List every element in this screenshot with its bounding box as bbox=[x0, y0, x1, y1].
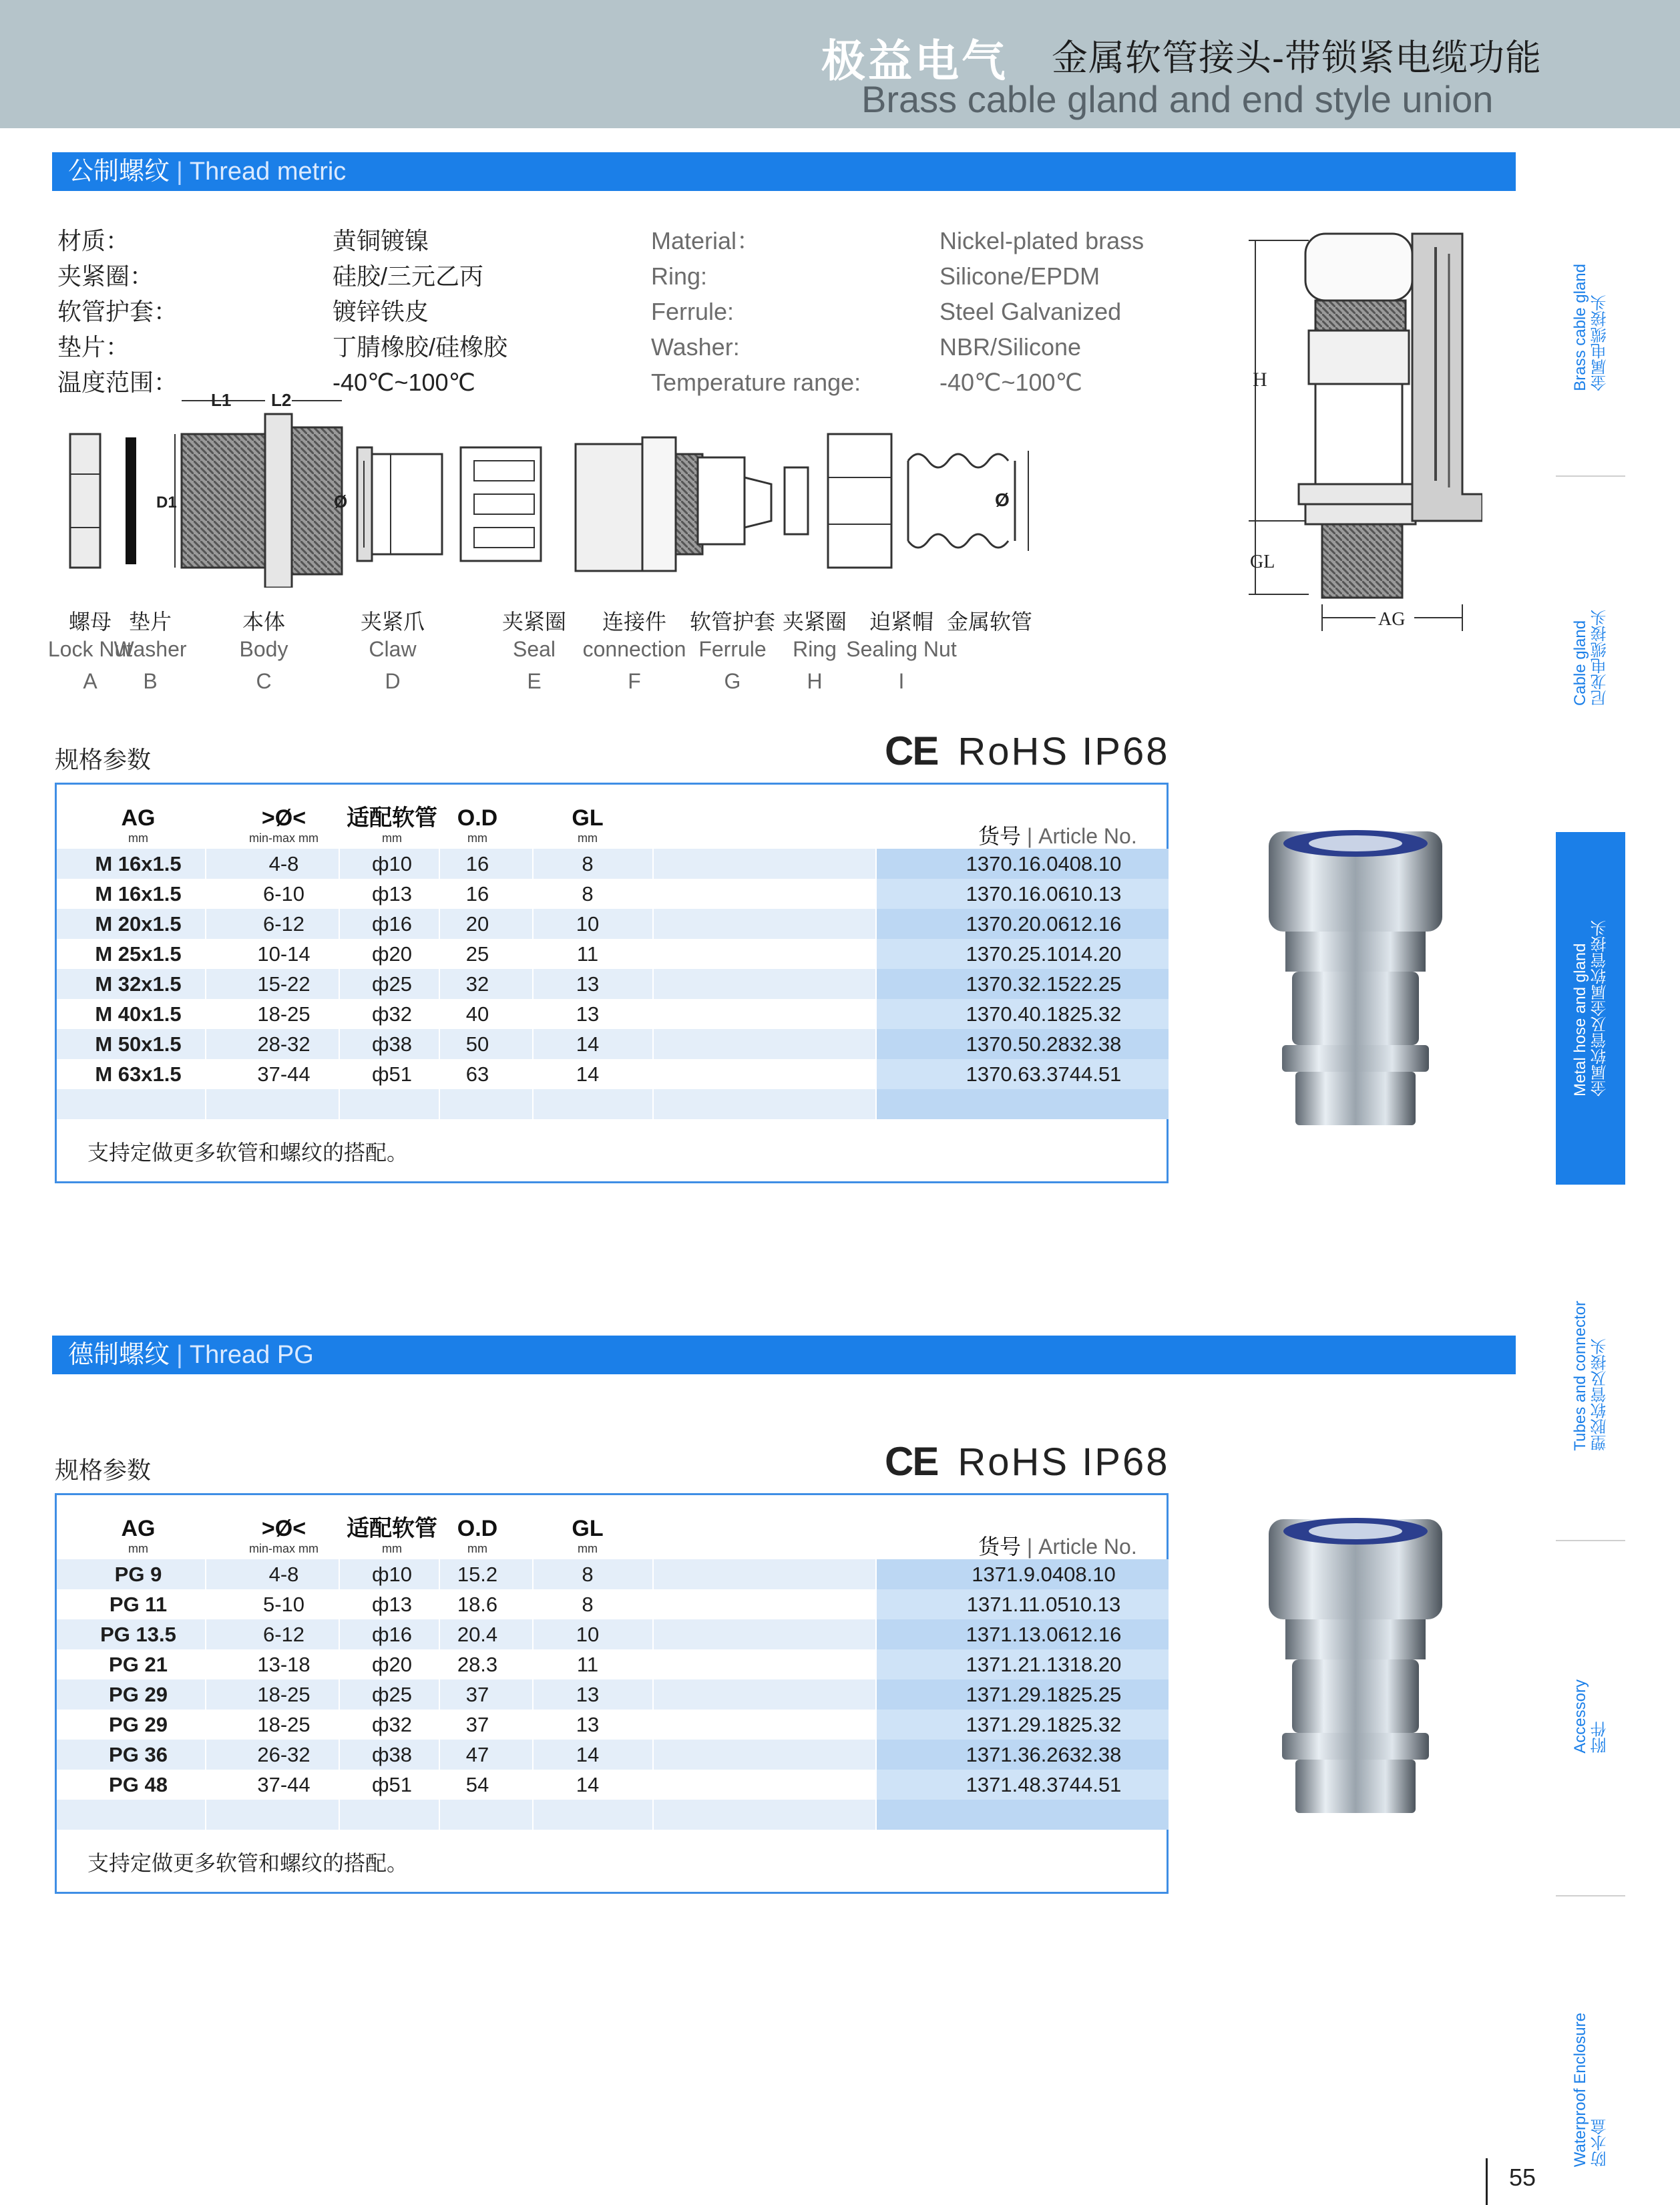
cell-hose: ф25 bbox=[372, 1683, 412, 1706]
cell-od: 50 bbox=[465, 1032, 489, 1056]
cell-hose: ф16 bbox=[372, 1623, 412, 1646]
cert-row bbox=[885, 728, 1170, 774]
column-header-label: >Ø< bbox=[261, 805, 306, 831]
nav-divider bbox=[1556, 475, 1625, 477]
part-label-letter: C bbox=[256, 669, 272, 693]
cell-od: 63 bbox=[465, 1062, 489, 1086]
table-row bbox=[57, 1679, 1167, 1710]
cell-gl: 10 bbox=[576, 912, 600, 936]
cell-ag: PG 11 bbox=[109, 1593, 168, 1616]
part-label-cn: 垫片 bbox=[128, 610, 172, 634]
dimension-section-drawing bbox=[1242, 227, 1482, 641]
spec-table-pg bbox=[55, 1493, 1169, 1894]
part-lock-nut-drawing bbox=[70, 434, 100, 568]
material-value-en: Nickel-plated brass bbox=[939, 227, 1144, 254]
cell-hose: ф13 bbox=[372, 1593, 412, 1616]
cell-range: 6-10 bbox=[262, 882, 305, 906]
cell-range: 28-32 bbox=[257, 1032, 310, 1056]
cell-od: 47 bbox=[465, 1743, 489, 1766]
cell-ag: PG 13.5 bbox=[100, 1623, 176, 1646]
part-label-cn: 本体 bbox=[242, 610, 285, 634]
cell-od: 16 bbox=[465, 882, 489, 906]
cell-article: 1371.11.0510.13 bbox=[966, 1593, 1121, 1616]
header-title-cn: 金属软管接头-带锁紧电缆功能 bbox=[1052, 38, 1542, 78]
cert-row bbox=[885, 1438, 1170, 1484]
cell-gl: 14 bbox=[576, 1062, 600, 1086]
table-row bbox=[57, 1740, 1167, 1770]
part-label bbox=[502, 605, 566, 701]
spec-title: 规格参数 bbox=[55, 746, 152, 773]
column-divider bbox=[652, 1559, 654, 1830]
material-value: 丁腈橡胶/硅橡胶 bbox=[333, 333, 508, 361]
table-header bbox=[57, 785, 1167, 849]
column-header-unit: min-max mm bbox=[249, 831, 319, 845]
diagram-label-dia-claw: Ø bbox=[334, 491, 348, 512]
column-divider bbox=[875, 849, 877, 1119]
part-label-letter: B bbox=[143, 669, 158, 693]
cell-od: 37 bbox=[465, 1683, 489, 1706]
side-nav-item-accessory[interactable] bbox=[1556, 1549, 1625, 1883]
article-header-en: Article No. bbox=[1038, 1535, 1137, 1559]
column-divider bbox=[205, 1559, 206, 1830]
page-number: 55 bbox=[1509, 2164, 1536, 2191]
part-label-en: connection bbox=[582, 637, 686, 661]
column-header-label: AG bbox=[121, 805, 156, 831]
cell-range: 4-8 bbox=[268, 852, 299, 875]
side-nav-label: Tubes and connector 塑胶软管及接头 bbox=[1571, 1300, 1609, 1451]
table-row bbox=[57, 1649, 1167, 1679]
side-nav-item-waterproof-enclosure[interactable] bbox=[1556, 1903, 1625, 2205]
side-nav-item-brass-cable-gland[interactable] bbox=[1556, 174, 1625, 481]
cell-hose: ф10 bbox=[372, 852, 412, 875]
cell-ag: PG 36 bbox=[109, 1743, 168, 1766]
column-header-ag bbox=[122, 1515, 156, 1555]
exploded-parts-drawing bbox=[27, 387, 1055, 588]
side-nav-item-metal-hose-and-gland[interactable] bbox=[1556, 832, 1625, 1185]
cell-gl: 8 bbox=[582, 1563, 594, 1586]
material-label-en: Washer: bbox=[651, 333, 740, 361]
part-label bbox=[583, 605, 686, 701]
table-row bbox=[57, 999, 1167, 1029]
material-label: 垫片： bbox=[57, 333, 130, 361]
spec-title: 规格参数 bbox=[55, 1456, 152, 1484]
column-divider bbox=[339, 849, 340, 1119]
cell-article: 1371.36.2632.38 bbox=[966, 1743, 1122, 1766]
cell-gl: 14 bbox=[576, 1773, 600, 1796]
column-header-label: 适配软管 bbox=[347, 805, 437, 831]
cell-article: 1370.20.0612.16 bbox=[966, 912, 1122, 936]
cell-hose: ф13 bbox=[372, 882, 412, 906]
material-label: 材质： bbox=[57, 227, 130, 254]
cell-od: 18.6 bbox=[457, 1593, 498, 1616]
column-header-ag bbox=[122, 805, 156, 845]
cell-ag: PG 21 bbox=[109, 1653, 168, 1676]
materials-cn-values bbox=[333, 223, 507, 400]
cell-hose: ф38 bbox=[372, 1032, 412, 1056]
part-label-en: Body bbox=[239, 637, 288, 661]
column-header-unit: mm bbox=[578, 831, 598, 845]
cell-hose: ф32 bbox=[372, 1713, 412, 1736]
cell-range: 37-44 bbox=[257, 1062, 310, 1086]
part-label-cn: 螺母 bbox=[68, 610, 112, 634]
cell-range: 15-22 bbox=[257, 972, 310, 996]
column-divider bbox=[532, 849, 534, 1119]
part-label-cn: 夹紧圈 bbox=[782, 610, 847, 634]
column-header-range bbox=[249, 1515, 319, 1555]
cell-article: 1371.29.1825.25 bbox=[966, 1683, 1122, 1706]
cell-hose: ф16 bbox=[372, 912, 412, 936]
cell-ag: M 16x1.5 bbox=[95, 882, 182, 906]
cell-hose: ф20 bbox=[372, 1653, 412, 1676]
column-header-gl bbox=[572, 1515, 603, 1555]
part-label-letter: A bbox=[83, 669, 97, 693]
cell-article: 1371.13.0612.16 bbox=[966, 1623, 1122, 1646]
part-label-en: Claw bbox=[369, 637, 417, 661]
diagram-label-l2: L2 bbox=[271, 390, 292, 410]
cell-ag: M 25x1.5 bbox=[95, 942, 182, 966]
column-divider bbox=[532, 1559, 534, 1830]
cell-article: 1370.63.3744.51 bbox=[966, 1062, 1122, 1086]
part-label bbox=[690, 605, 775, 701]
column-divider bbox=[439, 849, 440, 1119]
cell-gl: 11 bbox=[576, 942, 599, 966]
material-value: 镀锌铁皮 bbox=[333, 298, 429, 325]
part-label-cn: 迫紧帽 bbox=[869, 610, 933, 634]
diagram-label-ag: AG bbox=[1378, 609, 1406, 630]
part-label-en: Lock Nut bbox=[47, 637, 133, 661]
cell-ag: PG 29 bbox=[109, 1713, 168, 1736]
part-washer-drawing bbox=[126, 437, 136, 564]
column-header-article bbox=[978, 819, 1137, 850]
page-number-divider bbox=[1486, 2158, 1488, 2205]
side-nav-item-cable-gland[interactable] bbox=[1556, 508, 1625, 808]
cell-ag: M 63x1.5 bbox=[95, 1062, 182, 1086]
cell-range: 5-10 bbox=[262, 1593, 305, 1616]
material-value-en: Steel Galvanized bbox=[939, 298, 1122, 325]
part-label-en: Ferrule bbox=[698, 637, 767, 661]
brand-name: 极益电气 bbox=[821, 36, 1008, 85]
cell-od: 25 bbox=[465, 942, 489, 966]
side-nav-label: Cable gland 尼龙电缆接头 bbox=[1571, 610, 1609, 706]
cell-article: 1370.16.0408.10 bbox=[966, 852, 1122, 875]
cell-hose: ф32 bbox=[372, 1002, 412, 1026]
section-bar-pg bbox=[52, 1336, 1516, 1374]
part-label bbox=[947, 605, 1032, 637]
ce-mark: CE bbox=[885, 729, 938, 773]
table-header bbox=[57, 1495, 1167, 1559]
product-photo bbox=[1255, 1513, 1456, 1820]
part-label-cn: 软管护套 bbox=[689, 610, 776, 634]
cell-hose: ф51 bbox=[372, 1062, 412, 1086]
part-label-en: Washer bbox=[114, 637, 187, 661]
table-note: 支持定做更多软管和螺纹的搭配。 bbox=[87, 1851, 409, 1875]
section-separator: | bbox=[176, 1341, 183, 1369]
part-ferrule-drawing bbox=[698, 457, 771, 544]
column-header-unit: mm bbox=[578, 1542, 598, 1555]
cell-gl: 10 bbox=[576, 1623, 600, 1646]
article-header-cn: 货号 bbox=[978, 824, 1022, 848]
column-header-unit: mm bbox=[382, 831, 402, 845]
spec-table-metric bbox=[55, 783, 1169, 1183]
cell-od: 16 bbox=[465, 852, 489, 875]
side-nav bbox=[1556, 134, 1625, 2168]
materials-en-labels bbox=[651, 223, 861, 400]
cell-hose: ф25 bbox=[372, 972, 412, 996]
material-value: -40℃~100℃ bbox=[333, 369, 475, 396]
article-header-separator: | bbox=[1026, 824, 1033, 848]
cell-gl: 8 bbox=[582, 852, 594, 875]
part-body-drawing bbox=[156, 390, 342, 588]
nav-divider bbox=[1556, 1895, 1625, 1896]
column-header-hose bbox=[347, 1515, 437, 1555]
section-separator: | bbox=[176, 158, 183, 186]
column-header-od bbox=[457, 1515, 497, 1555]
material-value-en: Silicone/EPDM bbox=[939, 262, 1100, 290]
cell-range: 6-12 bbox=[262, 1623, 305, 1646]
section-title-en: Thread PG bbox=[189, 1341, 314, 1369]
table-row bbox=[57, 1710, 1167, 1740]
column-header-unit: mm bbox=[467, 1542, 487, 1555]
material-label-en: Temperature range: bbox=[651, 369, 861, 396]
cell-ag: PG 9 bbox=[114, 1563, 162, 1586]
cell-gl: 13 bbox=[576, 1713, 600, 1736]
cell-ag: M 32x1.5 bbox=[95, 972, 182, 996]
table-row bbox=[57, 849, 1167, 879]
column-header-label: O.D bbox=[457, 1516, 498, 1541]
cell-ag: M 20x1.5 bbox=[95, 912, 182, 936]
article-header-en: Article No. bbox=[1038, 824, 1137, 848]
cell-article: 1370.25.1014.20 bbox=[966, 942, 1122, 966]
diagram-label-dia-hose: Ø bbox=[995, 489, 1010, 510]
column-header-od bbox=[457, 805, 497, 845]
cell-range: 4-8 bbox=[268, 1563, 299, 1586]
cell-ag: M 50x1.5 bbox=[95, 1032, 182, 1056]
cell-gl: 14 bbox=[576, 1032, 600, 1056]
part-seal-drawing bbox=[461, 447, 541, 561]
material-value: 硅胶/三元乙丙 bbox=[333, 262, 484, 290]
cell-gl: 11 bbox=[576, 1653, 599, 1676]
part-label-letter: E bbox=[527, 669, 542, 693]
cert-text: RoHS IP68 bbox=[958, 1440, 1170, 1484]
column-header-label: O.D bbox=[457, 805, 498, 831]
cell-hose: ф20 bbox=[372, 942, 412, 966]
cell-range: 18-25 bbox=[257, 1713, 310, 1736]
material-label-en: Ferrule: bbox=[651, 298, 734, 325]
part-label bbox=[783, 605, 847, 701]
part-label-cn: 连接件 bbox=[602, 610, 666, 634]
part-connection-drawing bbox=[576, 437, 702, 571]
side-nav-item-tubes-and-connector[interactable] bbox=[1556, 1202, 1625, 1549]
page-header bbox=[0, 0, 1680, 128]
part-label-letter: G bbox=[724, 669, 741, 693]
cell-range: 13-18 bbox=[257, 1653, 310, 1676]
table-row bbox=[57, 969, 1167, 999]
part-label bbox=[846, 605, 956, 701]
cert-text: RoHS IP68 bbox=[958, 730, 1170, 773]
material-value-en: -40℃~100℃ bbox=[939, 369, 1082, 396]
table-row bbox=[57, 1089, 1167, 1119]
column-header-article bbox=[978, 1530, 1137, 1561]
part-label-cn: 夹紧圈 bbox=[501, 610, 567, 634]
ce-mark: CE bbox=[885, 1439, 938, 1484]
diagram-label-l1: L1 bbox=[211, 390, 232, 410]
part-label bbox=[361, 605, 425, 701]
side-nav-label: Brass cable gland 金属电缆接头 bbox=[1571, 263, 1609, 391]
cell-od: 37 bbox=[465, 1713, 489, 1736]
column-header-label: 适配软管 bbox=[347, 1516, 437, 1541]
material-label-en: Ring: bbox=[651, 262, 708, 290]
cell-gl: 8 bbox=[582, 1593, 594, 1616]
column-header-label: AG bbox=[121, 1516, 156, 1541]
column-divider bbox=[339, 1559, 340, 1830]
cell-range: 37-44 bbox=[257, 1773, 310, 1796]
section-title-en: Thread metric bbox=[189, 158, 347, 186]
side-nav-label: Accessory 附件 bbox=[1571, 1679, 1609, 1754]
part-label-en: Seal bbox=[512, 637, 556, 661]
column-divider bbox=[652, 849, 654, 1119]
cell-ag: M 16x1.5 bbox=[95, 852, 182, 875]
column-header-label: >Ø< bbox=[261, 1516, 306, 1541]
side-nav-label: Metal hose and gland 金属软管及金属软管接头 bbox=[1571, 920, 1609, 1096]
section-title-cn: 公制螺纹 bbox=[68, 158, 170, 186]
cell-article: 1370.50.2832.38 bbox=[966, 1032, 1122, 1056]
table-row bbox=[57, 1589, 1167, 1619]
article-cell-bg bbox=[875, 1089, 1169, 1119]
cell-od: 54 bbox=[465, 1773, 489, 1796]
material-value: 黄铜镀镍 bbox=[333, 227, 429, 254]
diagram-label-gl: GL bbox=[1250, 552, 1275, 572]
cell-gl: 13 bbox=[576, 1002, 600, 1026]
material-label: 温度范围： bbox=[57, 369, 178, 396]
cell-od: 20.4 bbox=[457, 1623, 498, 1646]
table-row bbox=[57, 879, 1167, 909]
part-label-cn: 金属软管 bbox=[946, 610, 1033, 634]
column-header-unit: mm bbox=[128, 1542, 148, 1555]
cell-gl: 13 bbox=[576, 1683, 600, 1706]
cell-range: 18-25 bbox=[257, 1002, 310, 1026]
part-label-letter: I bbox=[898, 669, 905, 693]
section-title-cn: 德制螺纹 bbox=[68, 1341, 170, 1369]
cell-ag: PG 29 bbox=[109, 1683, 168, 1706]
material-value-en: NBR/Silicone bbox=[939, 333, 1082, 361]
material-label-en: Material： bbox=[651, 227, 761, 254]
diagram-label-d1: D1 bbox=[156, 493, 177, 512]
cell-range: 18-25 bbox=[257, 1683, 310, 1706]
cell-range: 10-14 bbox=[257, 942, 310, 966]
column-header-label: GL bbox=[572, 805, 604, 831]
table-row bbox=[57, 909, 1167, 939]
cell-gl: 14 bbox=[576, 1743, 600, 1766]
table-row bbox=[57, 1029, 1167, 1059]
cell-article: 1370.16.0610.13 bbox=[966, 882, 1122, 906]
cell-range: 6-12 bbox=[262, 912, 305, 936]
part-claw-drawing bbox=[334, 447, 442, 561]
table-row bbox=[57, 1619, 1167, 1649]
cell-gl: 8 bbox=[582, 882, 594, 906]
section-bar-metric bbox=[52, 152, 1516, 191]
cell-article: 1371.21.1318.20 bbox=[966, 1653, 1122, 1676]
header-title-en: Brass cable gland and end style union bbox=[861, 78, 1494, 120]
column-divider bbox=[205, 849, 206, 1119]
column-divider bbox=[439, 1559, 440, 1830]
column-header-unit: mm bbox=[382, 1542, 402, 1555]
cell-od: 32 bbox=[465, 972, 489, 996]
column-header-range bbox=[249, 805, 319, 845]
cell-hose: ф51 bbox=[372, 1773, 412, 1796]
part-sealing-nut-drawing bbox=[828, 434, 891, 568]
part-label-en: Ring bbox=[793, 637, 837, 661]
cell-article: 1370.32.1522.25 bbox=[966, 972, 1122, 996]
column-header-label: GL bbox=[572, 1516, 604, 1541]
column-header-unit: mm bbox=[467, 831, 487, 845]
part-label bbox=[240, 605, 288, 701]
table-row bbox=[57, 1059, 1167, 1089]
cell-hose: ф10 bbox=[372, 1563, 412, 1586]
table-row bbox=[57, 939, 1167, 969]
cell-od: 40 bbox=[465, 1002, 489, 1026]
part-metal-hose-drawing bbox=[908, 451, 1028, 551]
part-ring-drawing bbox=[785, 467, 808, 534]
cell-article: 1371.9.0408.10 bbox=[972, 1563, 1116, 1586]
article-cell-bg bbox=[875, 1800, 1169, 1830]
table-row bbox=[57, 1770, 1167, 1800]
material-label: 软管护套： bbox=[57, 298, 178, 325]
table-row bbox=[57, 1800, 1167, 1830]
cell-range: 26-32 bbox=[257, 1743, 310, 1766]
cell-od: 20 bbox=[465, 912, 489, 936]
material-label: 夹紧圈： bbox=[57, 262, 154, 290]
nav-divider bbox=[1556, 1540, 1625, 1541]
cell-ag: M 40x1.5 bbox=[95, 1002, 182, 1026]
cell-article: 1371.48.3744.51 bbox=[966, 1773, 1122, 1796]
column-header-unit: min-max mm bbox=[249, 1542, 319, 1555]
column-header-hose bbox=[347, 805, 437, 845]
article-header-cn: 货号 bbox=[978, 1535, 1022, 1559]
product-photo bbox=[1255, 825, 1456, 1132]
diagram-label-h: H bbox=[1253, 369, 1267, 391]
column-header-gl bbox=[572, 805, 603, 845]
table-note: 支持定做更多软管和螺纹的搭配。 bbox=[87, 1141, 409, 1165]
article-header-separator: | bbox=[1026, 1535, 1033, 1559]
cell-od: 28.3 bbox=[457, 1653, 498, 1676]
part-label-letter: H bbox=[807, 669, 823, 693]
cell-hose: ф38 bbox=[372, 1743, 412, 1766]
materials-cn-labels bbox=[57, 223, 178, 400]
part-label-letter: D bbox=[385, 669, 401, 693]
materials-en-values bbox=[939, 223, 1144, 400]
side-nav-label: Waterproof Enclosure 防水盒 bbox=[1571, 2013, 1609, 2168]
part-label-cn: 夹紧爪 bbox=[360, 610, 425, 634]
cell-article: 1371.29.1825.32 bbox=[966, 1713, 1122, 1736]
cell-od: 15.2 bbox=[457, 1563, 498, 1586]
part-label-en: Sealing Nut bbox=[846, 637, 957, 661]
cell-article: 1370.40.1825.32 bbox=[966, 1002, 1122, 1026]
part-label bbox=[114, 605, 186, 701]
cell-ag: PG 48 bbox=[109, 1773, 168, 1796]
part-label-letter: F bbox=[628, 669, 641, 693]
table-row bbox=[57, 1559, 1167, 1589]
cell-gl: 13 bbox=[576, 972, 600, 996]
column-divider bbox=[875, 1559, 877, 1830]
column-header-unit: mm bbox=[128, 831, 148, 845]
